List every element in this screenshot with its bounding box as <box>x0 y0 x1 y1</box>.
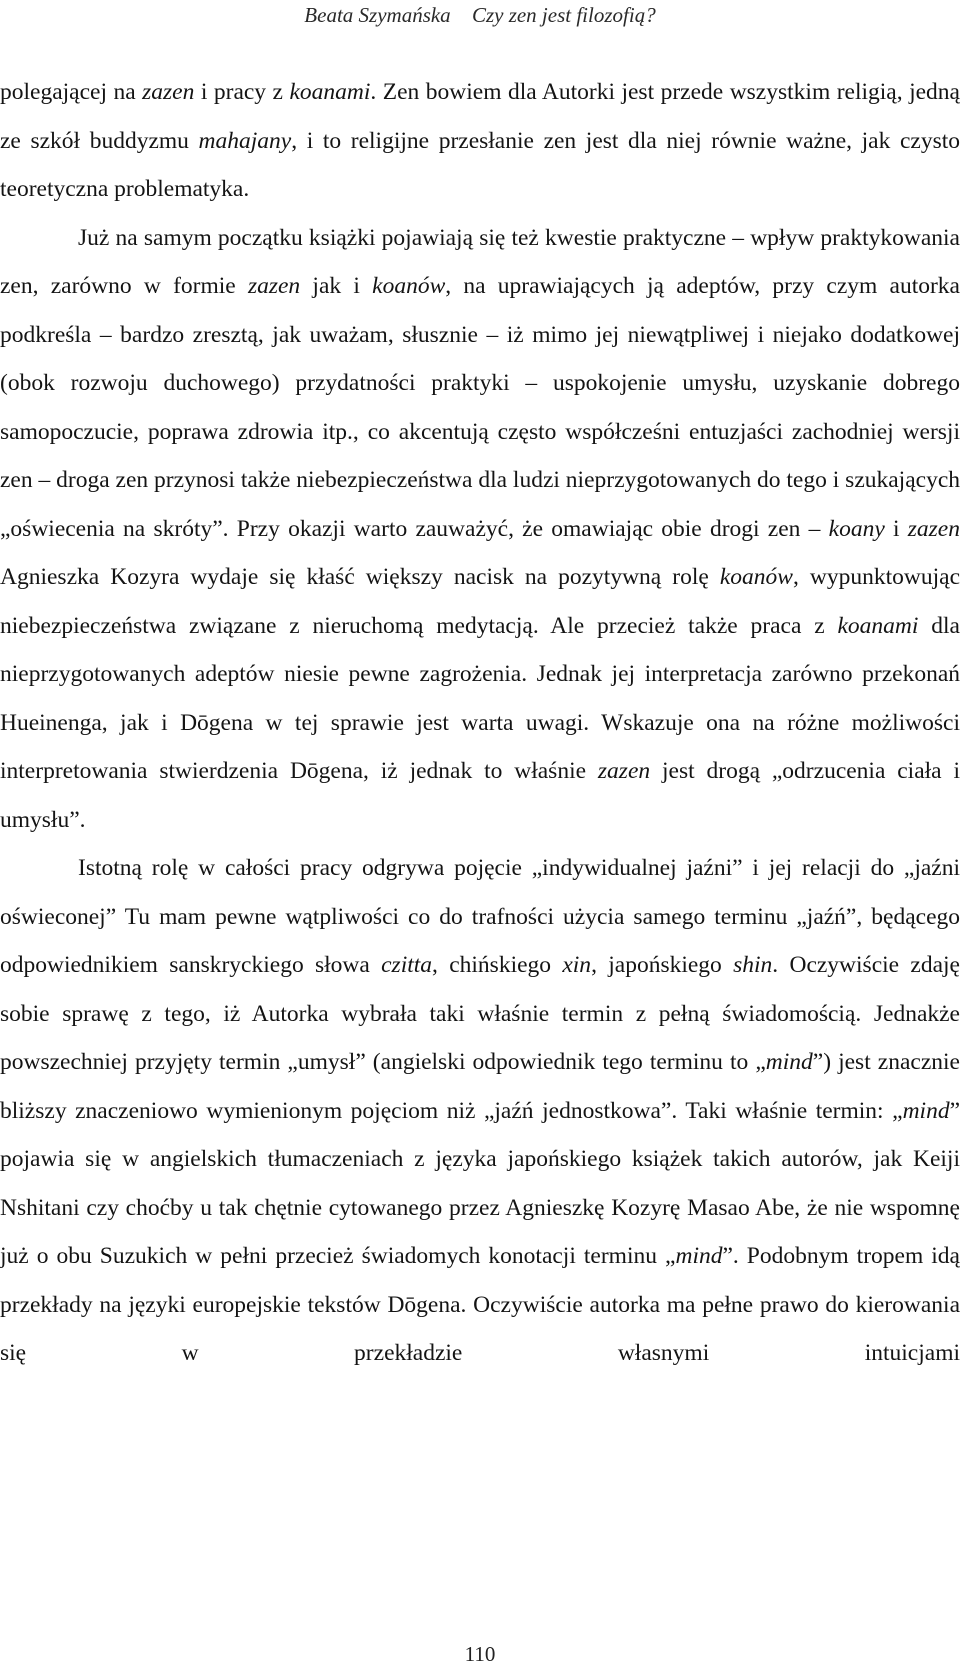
text-run: . Zen bowiem dla Autorki jest przede wszystkim religią, jedną ze szkół buddyzmu <box>0 79 960 154</box>
italic-term: zazen <box>142 79 195 105</box>
italic-term: mind <box>902 1097 950 1124</box>
paragraph-3 <box>0 844 960 1378</box>
text-run: dla nieprzygotowanych adeptów niesie pewne zagrożenia. Jednak jej interpretacja zarówno przekonań Hueinenga, jak i Dōgena w tej sprawie jest warta uwagi. Wskazuje ona na różne możliwości interpretowania stwierdzenia Dōgena, iż jednak to właśnie <box>0 612 960 784</box>
italic-term: xin <box>562 952 592 978</box>
italic-term: koanów <box>372 273 446 299</box>
italic-term: zazen <box>247 273 301 299</box>
text-run: i <box>884 515 908 542</box>
italic-term: koanów <box>719 564 793 590</box>
text-run: Istotną rolę w całości pracy odgrywa pojęcie „indywidualnej jaźni” i jej relacji do „jaźni oświeconej” Tu mam pewne wątpliwości co do trafności użycia samego terminu „jaźń”, będącego odpowiednikiem sanskryckiego słowa <box>0 855 960 978</box>
text-run: jest drogą „odrzucenia ciała i umysłu”. <box>0 758 960 833</box>
text-run: , chińskiego <box>432 952 563 978</box>
italic-term: koanami <box>289 79 371 105</box>
text-run: ”. Podobnym tropem idą przekłady na języki europejskie tekstów Dōgena. Oczywiście autorka ma pełne prawo do kierowania się w przekładzie własnymi intuicjami <box>0 1243 960 1366</box>
italic-term: koany <box>828 515 885 542</box>
text-run: Już na samym początku książki pojawiają się też kwestie praktyczne – wpływ praktykowania zen, zarówno w formie <box>0 224 960 299</box>
text-run: , na uprawiających ją adeptów, przy czym autorka podkreśla – bardzo zresztą, jak uważam, słusznie – iż mimo jej niewątpliwej i niejako dodatkowej (obok rozwoju duchowego) przydatności praktyki – uspokojenie umysłu, uzyskanie dobrego samopoczucie, poprawa zdrowia itp., co akcentują często współcześni entuzjaści zachodniej wersji zen – droga zen przynosi także niebezpieczeństwa dla ludzi nieprzygotowanych do tego i szukających „oświecenia na skróty”. Przy okazji warto zauważyć, że omawiając obie drogi zen – <box>0 273 960 542</box>
body-text <box>0 68 960 1378</box>
paragraph-1 <box>0 68 960 214</box>
italic-term: shin <box>733 952 773 978</box>
text-run: ”) jest znacznie bliższy znaczeniowo wymienionym pojęciom niż „jaźń jednostkowa”. Taki właśnie termin: „ <box>0 1049 960 1124</box>
header-title: Czy zen jest filozofią? <box>471 3 656 27</box>
italic-term: mahajany <box>198 127 292 154</box>
italic-term: zazen <box>597 758 651 784</box>
italic-term: mind <box>675 1243 723 1269</box>
italic-term: czitta <box>381 952 433 978</box>
text-run: , wypunktowując niebezpieczeństwa związane z nieruchomą medytacją. Ale przecież także praca z <box>0 564 960 639</box>
running-header <box>0 0 960 41</box>
italic-term: mind <box>765 1049 813 1075</box>
paragraph-2 <box>0 214 960 845</box>
text-run: , i to religijne przesłanie zen jest dla niej równie ważne, jak czysto teoretyczna problematyka. <box>0 127 960 202</box>
header-author: Beata Szymańska <box>304 3 451 27</box>
text-run: polegającej na <box>0 79 143 105</box>
italic-term: zazen <box>907 515 960 542</box>
page-number: 110 <box>464 1642 496 1666</box>
text-run: ” pojawia się w angielskich tłumaczeniach z języka japońskiego książek takich autorów, jak Keiji Nshitani czy choćby u tak chętnie cytowanego przez Agnieszkę Kozyrę Masao Abe, że nie wspomnę już o obu Suzukich w pełni przecież świadomych konotacji terminu „ <box>0 1097 960 1269</box>
text-run: , japońskiego <box>591 952 734 978</box>
text-run: Agnieszka Kozyra wydaje się kłaść większy nacisk na pozytywną rolę <box>0 564 720 590</box>
text-run: . Oczywiście zdaję sobie sprawę z tego, iż Autorka wybrała taki właśnie termin z pełną świadomością. Jednakże powszechniej przyjęty termin „umysł” (angielski odpowiednik tego terminu to „ <box>0 952 960 1075</box>
italic-term: koanami <box>837 612 919 639</box>
text-run: jak i <box>300 273 373 299</box>
text-run: i pracy z <box>194 79 290 105</box>
